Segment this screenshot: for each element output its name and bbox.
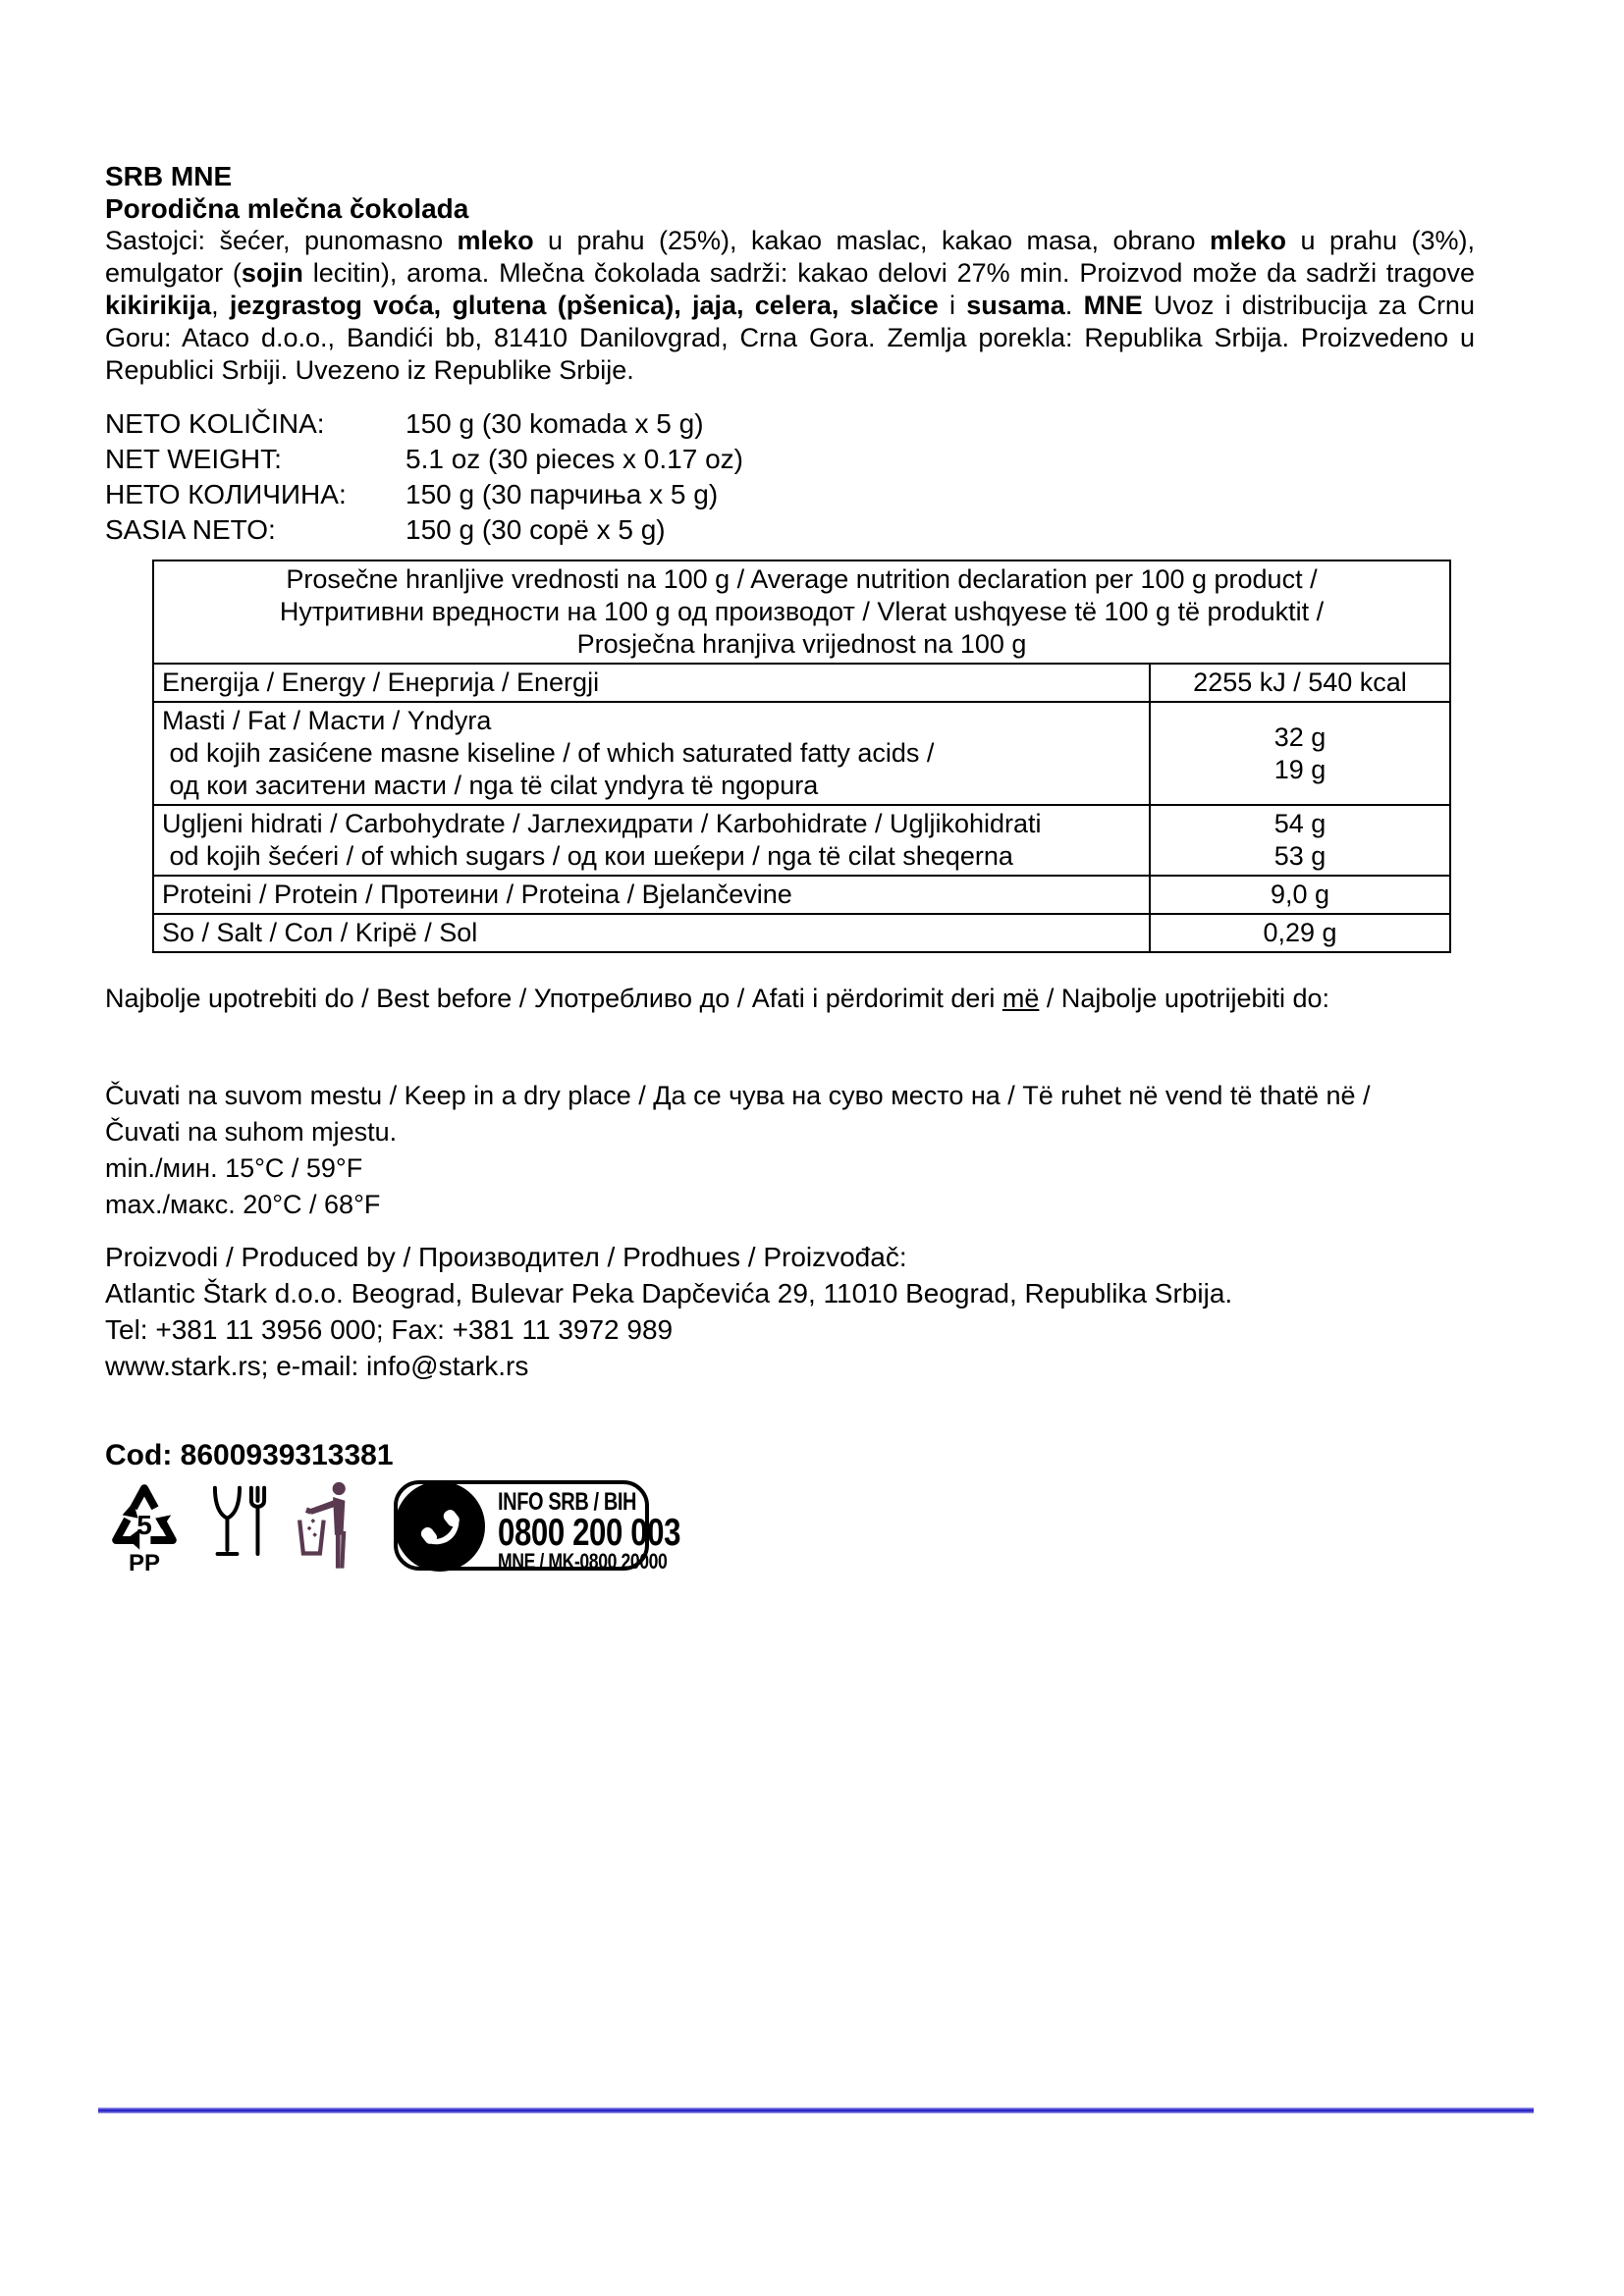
energy-label: Energija / Energy / Енергија / Energji [162, 667, 600, 697]
ingredients-text: i [938, 291, 967, 320]
info-phone-badge [394, 1480, 681, 1574]
document-header [105, 160, 1506, 225]
icons-row [105, 1480, 1506, 1575]
carbohydrate-label: Ugljeni hidrati / Carbohydrate / Јаглехидрати / Karbohidrate / Ugljikohidrati [162, 809, 1042, 838]
net-quantity-value: 5.1 oz (30 pieces x 0.17 oz) [406, 444, 743, 474]
phone-handset-icon [411, 1498, 468, 1555]
storage-temp-min: min./мин. 15°C / 59°F [105, 1153, 363, 1183]
saturates-value: 19 g [1273, 754, 1326, 784]
fat-value: 32 g [1273, 721, 1326, 752]
net-quantity-value: 150 g (30 парчиња x 5 g) [406, 479, 719, 509]
allergen-milk: mleko [457, 226, 534, 255]
net-quantity-row [105, 512, 1506, 548]
salt-value: 0,29 g [1263, 918, 1337, 947]
best-before-text-underlined: më [1001, 984, 1040, 1013]
product-code: Cod: 8600939313381 [105, 1439, 394, 1471]
sugars-value: 53 g [1273, 841, 1326, 871]
salt-label-cell [153, 914, 1150, 952]
producer-web-email: www.stark.rs; e-mail: info@stark.rs [105, 1351, 529, 1381]
storage-line: Čuvati na suvom mestu / Keep in a dry place / Да се чува на суво место на / Të ruhet në vend të thatë në / [105, 1081, 1371, 1110]
allergen-soy: sojin [241, 258, 303, 288]
salt-value-cell [1150, 914, 1450, 952]
product-name: Porodična mlečna čokolada [105, 193, 469, 224]
glass-fork-icon [207, 1480, 272, 1563]
table-row-fat [153, 702, 1450, 805]
protein-label: Proteini / Protein / Протеини / Proteina / Bjelančevine [162, 880, 792, 909]
ingredients-text: Sastojci: šećer, punomasno [105, 226, 458, 255]
saturates-label: од кои заситени масти / nga të cilat yndyra të ngopura [162, 771, 819, 800]
fat-label: Masti / Fat / Масти / Yndyra [162, 706, 492, 735]
importer-text: Uvoz i distribucija za Crnu Goru: Ataco d.o.o., Bandići bb, 81410 Danilovgrad, Crna Gora. Zemlja porekla: Republika Srbija. Proizvedeno u Republici Srbiji. Uvezeno iz Republike Srbije. [105, 291, 1475, 385]
protein-value: 9,0 g [1270, 880, 1330, 909]
ingredients-text: , [211, 291, 230, 320]
net-quantity-block [105, 406, 1506, 548]
net-quantity-value: 150 g (30 copë x 5 g) [406, 514, 666, 545]
allergen-milk: mleko [1210, 226, 1287, 255]
ingredients-text: lecitin), aroma. Mlečna čokolada sadrži: kakao delovi 27% min. Proizvod može da sadrži tragove [302, 258, 1475, 288]
info-badge-phone-number: 0800 200 003 [498, 1512, 681, 1554]
country-codes: SRB MNE [105, 161, 233, 191]
salt-label: So / Salt / Сол / Kripë / Sol [162, 918, 478, 947]
producer-block [105, 1239, 1506, 1384]
net-quantity-label: SASIA NETO: [105, 514, 276, 545]
table-row-protein [153, 876, 1450, 914]
carbohydrate-value: 54 g [1273, 809, 1326, 838]
info-badge-text [498, 1488, 681, 1574]
nutrition-table-header [153, 561, 1450, 664]
ingredients-text: . [1064, 291, 1084, 320]
carbohydrate-value-cell [1150, 805, 1450, 876]
ingredients-text: u prahu (25%), kakao maslac, kakao masa, obrano [533, 226, 1210, 255]
carbohydrate-label-cell [153, 805, 1150, 876]
recycling-pp-icon [105, 1480, 184, 1574]
nutrition-table-header-row [153, 561, 1450, 664]
net-quantity-label: NET WEIGHT: [105, 444, 282, 474]
net-quantity-label: NETO KOLIČINA: [105, 408, 325, 439]
ingredients-paragraph [105, 225, 1475, 387]
energy-value: 2255 kJ / 540 kcal [1193, 667, 1407, 697]
net-quantity-label: НЕТО КОЛИЧИНА: [105, 479, 347, 509]
protein-value-cell [1150, 876, 1450, 914]
allergen-sesame: susama [966, 291, 1065, 320]
food-safe-icon [207, 1480, 272, 1568]
recycling-number: 5 [136, 1510, 152, 1540]
allergen-list: jezgrastog voća, glutena (pšenica), jaja, celera, slačice [229, 291, 939, 320]
energy-label-cell [153, 664, 1150, 702]
mne-importer-tag: MNE [1083, 291, 1143, 320]
nutrition-table [152, 560, 1451, 953]
best-before-line [105, 983, 1506, 1015]
recycling-material-code: PP [128, 1550, 160, 1576]
producer-heading: Proizvodi / Produced by / Производител / Prodhues / Proizvođač: [105, 1242, 907, 1272]
energy-value-cell [1150, 664, 1450, 702]
recycling-triangle [105, 1480, 184, 1558]
best-before-text: Najbolje upotrebiti do / Best before / Употребливо до / Afati i përdorimit deri [105, 984, 1002, 1013]
storage-instructions [105, 1078, 1506, 1223]
net-quantity-row [105, 477, 1506, 512]
allergen-peanut: kikirikija [105, 291, 212, 320]
saturates-label: od kojih zasićene masne kiseline / of which saturated fatty acids / [162, 738, 935, 768]
tidy-man-icon [296, 1480, 356, 1575]
storage-line: Čuvati na suhom mjestu. [105, 1117, 398, 1147]
protein-label-cell [153, 876, 1150, 914]
best-before-text: / Najbolje upotrijebiti do: [1039, 984, 1330, 1013]
footer-divider-line [98, 2108, 1534, 2113]
table-row-salt [153, 914, 1450, 952]
info-badge-alt-number: MNE / MK-0800 20000 [498, 1549, 668, 1574]
table-row-carbohydrate [153, 805, 1450, 876]
dispose-properly-icon [296, 1480, 356, 1571]
producer-address: Atlantic Štark d.o.o. Beograd, Bulevar Peka Dapčevića 29, 11010 Beograd, Republika Srbija. [105, 1278, 1233, 1308]
producer-phone-fax: Tel: +381 11 3956 000; Fax: +381 11 3972 989 [105, 1314, 674, 1345]
nutrition-header-line: Нутритивни вредности на 100 g од производот / Vlerat ushqyese të 100 g të produktit / [279, 597, 1325, 626]
phone-circle [395, 1481, 485, 1572]
net-quantity-row [105, 406, 1506, 442]
ingredients-text: u prahu (3%), emulgator ( [105, 226, 1475, 288]
net-quantity-row [105, 442, 1506, 477]
sugars-label: od kojih šećeri / of which sugars / од кои шеќери / nga të cilat sheqerna [162, 841, 1013, 871]
nutrition-header-line: Prosečne hranljive vrednosti na 100 g / Average nutrition declaration per 100 g product / [286, 564, 1318, 594]
fat-value-cell [1150, 702, 1450, 805]
nutrition-header-line: Prosječna hranjiva vrijednost na 100 g [576, 629, 1027, 659]
table-row-energy [153, 664, 1450, 702]
storage-temp-max: max./макс. 20°C / 68°F [105, 1190, 381, 1219]
fat-label-cell [153, 702, 1150, 805]
info-badge-region: INFO SRB / BIH [498, 1488, 637, 1516]
net-quantity-value: 150 g (30 komada x 5 g) [406, 408, 704, 439]
